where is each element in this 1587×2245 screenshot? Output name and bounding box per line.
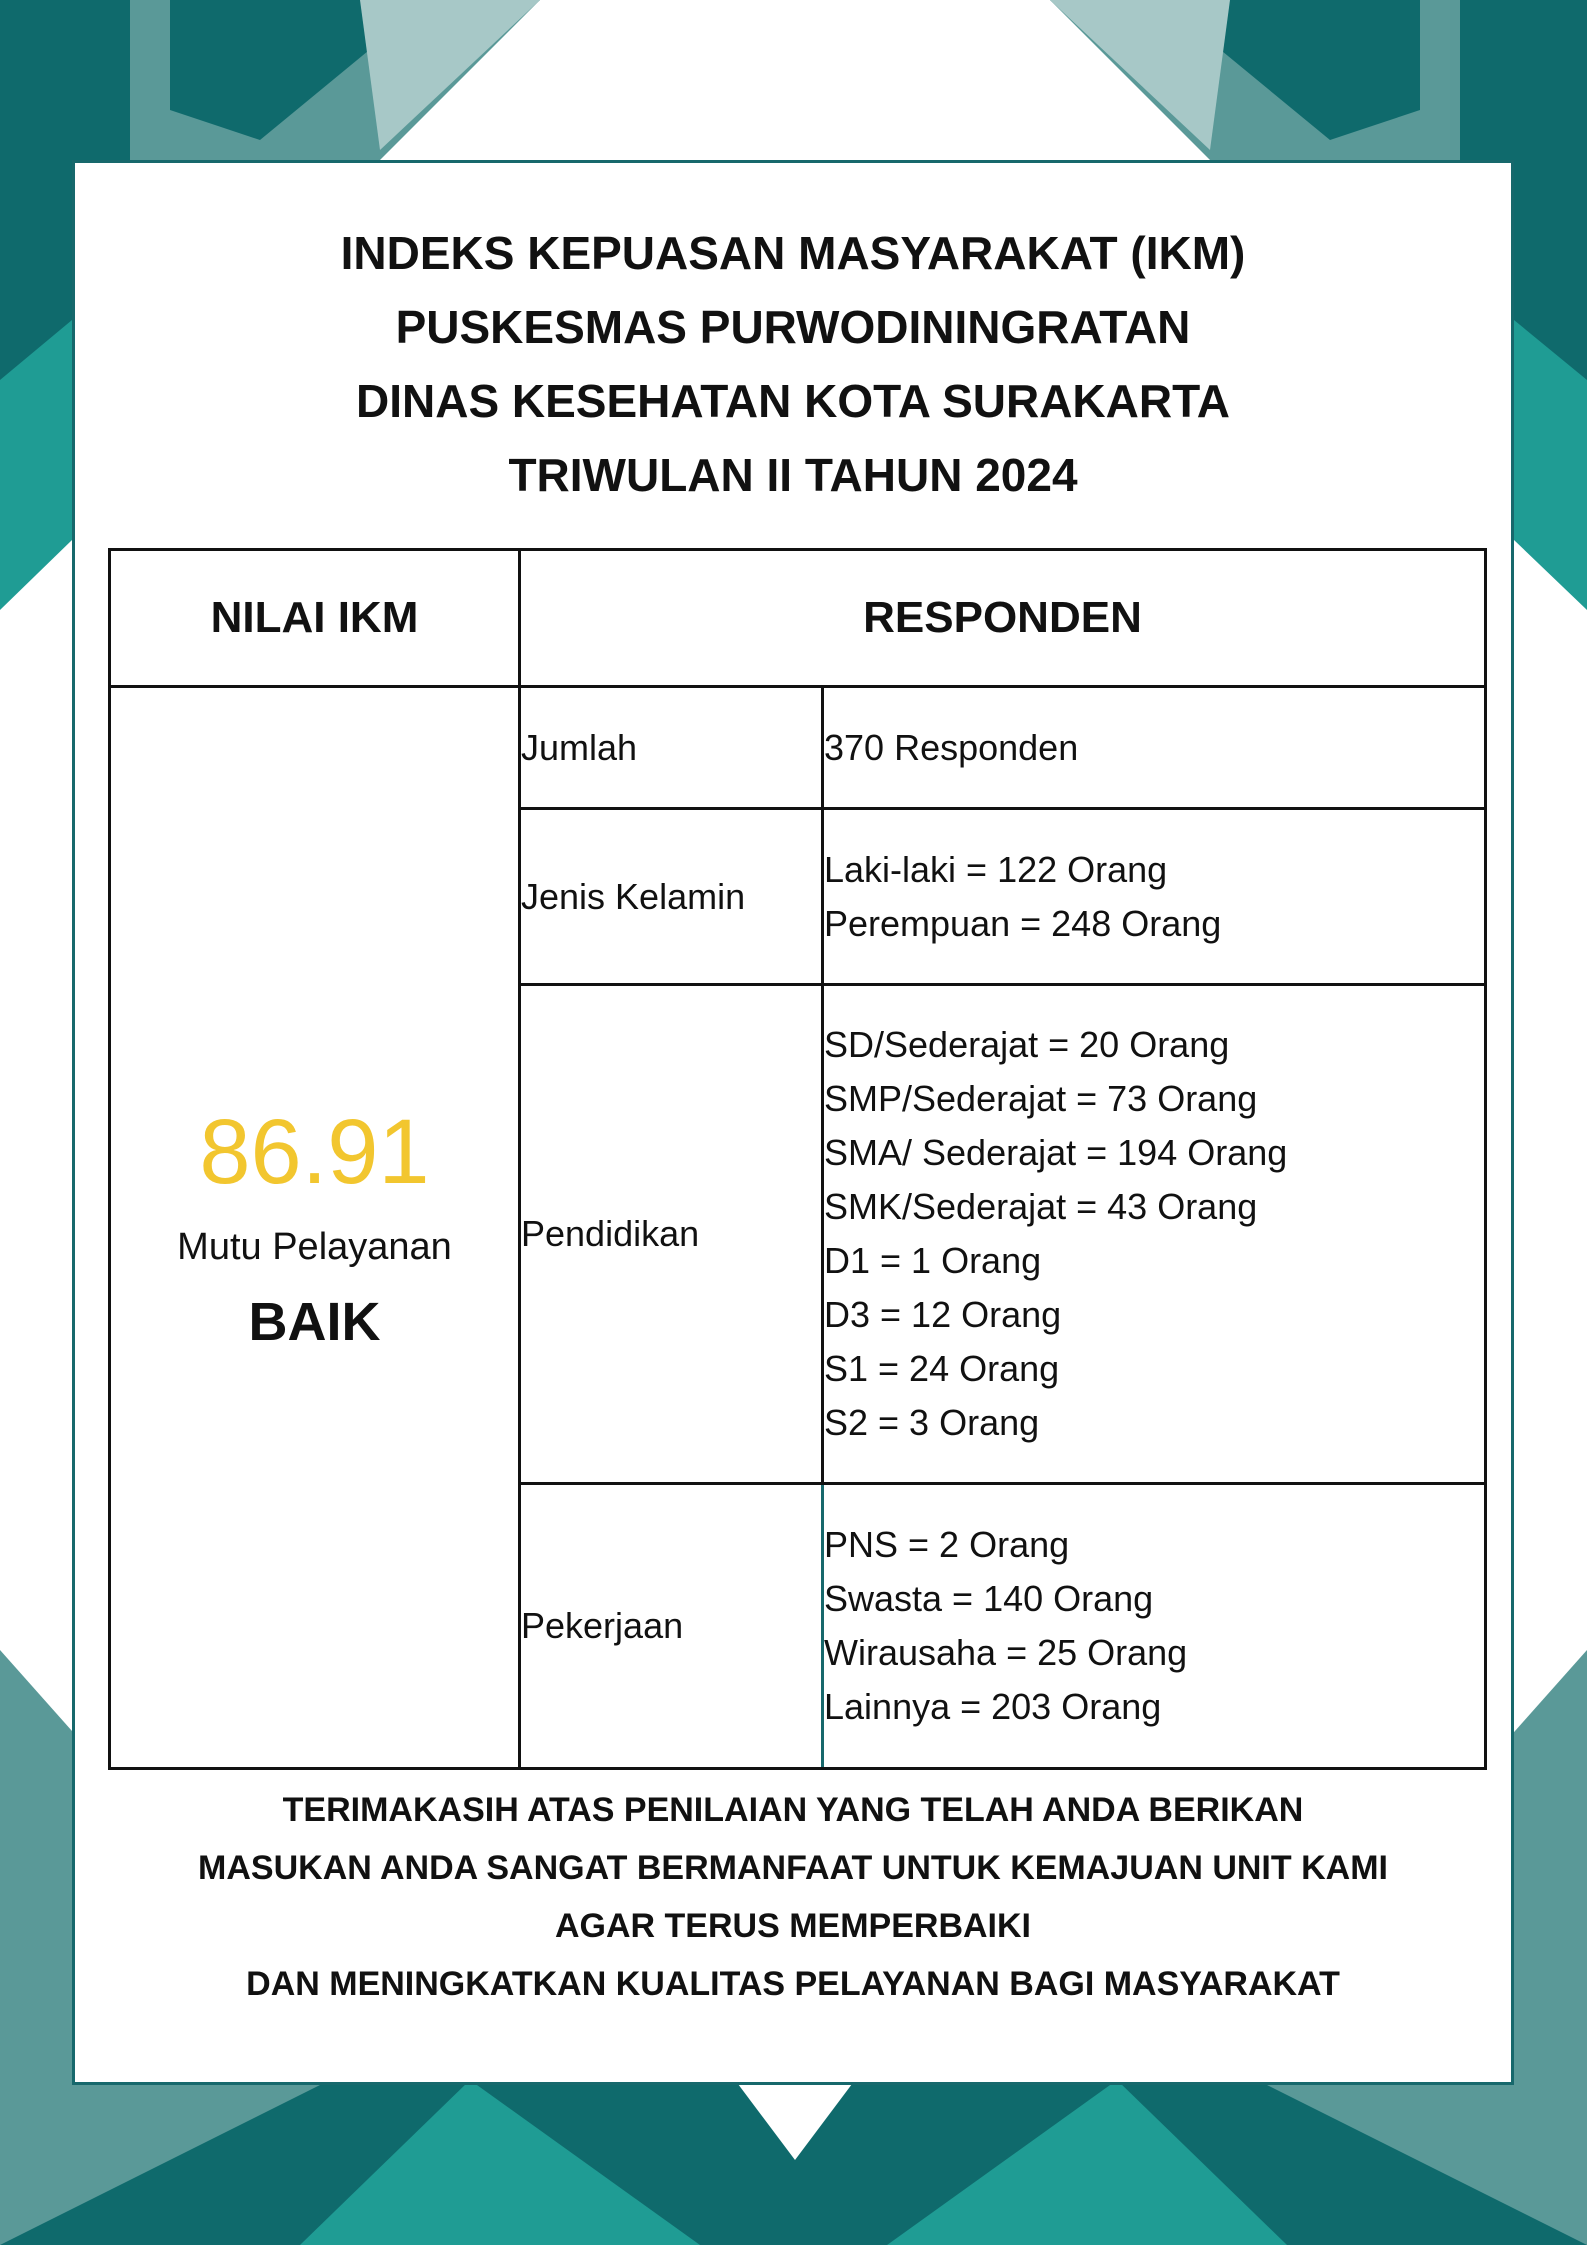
value-line: S2 = 3 Orang [824,1402,1040,1443]
row-values-pekerjaan [823,1484,1486,1769]
value-line: Perempuan = 248 Orang [824,902,1222,944]
row-values-pendidikan [823,985,1486,1484]
title-line-1: INDEKS KEPUASAN MASYARAKAT (IKM) [340,227,1246,279]
table-header-row [110,550,1486,687]
footer-line-2: MASUKAN ANDA SANGAT BERMANFAAT UNTUK KEMAJUAN UNIT KAMI [198,1849,1388,1887]
header-responden: RESPONDEN [520,550,1486,687]
value-line: SMP/Sederajat = 73 Orang [824,1078,1258,1119]
title-line-4: TRIWULAN II TAHUN 2024 [508,449,1078,501]
bg-shape [0,1650,80,2080]
ikm-value: 86.91 [199,1101,430,1204]
thank-you-message [75,1781,1511,2013]
value-line: SD/Sederajat = 20 Orang [824,1024,1230,1065]
bg-shape [1050,0,1230,150]
footer-line-3: AGAR TERUS MEMPERBAIKI [554,1907,1032,1945]
value-line: Wirausaha = 25 Orang [824,1632,1188,1673]
row-label-jenis-kelamin: Jenis Kelamin [520,809,823,985]
value-line: PNS = 2 Orang [824,1524,1070,1565]
ikm-score-cell [110,687,520,1769]
footer-line-1: TERIMAKASIH ATAS PENILAIAN YANG TELAH ANDA BERIKAN [282,1791,1304,1829]
value-line: S1 = 24 Orang [824,1348,1060,1389]
title-line-3: DINAS KESEHATAN KOTA SURAKARTA [356,375,1230,427]
row-label-jumlah: Jumlah [520,687,823,809]
row-label-pendidikan: Pendidikan [520,985,823,1484]
title-line-2: PUSKESMAS PURWODININGRATAN [395,301,1191,353]
content-card [72,160,1514,2085]
ikm-subtitle: Mutu Pelayanan [177,1225,452,1268]
value-line: SMA/ Sederajat = 194 Orang [824,1132,1288,1173]
bg-shape [360,0,540,150]
ikm-quality: BAIK [248,1291,381,1352]
value-line: Lainnya = 203 Orang [824,1686,1162,1727]
value-line: D3 = 12 Orang [824,1294,1062,1335]
table-row [110,687,1486,809]
value-line: Swasta = 140 Orang [824,1578,1154,1619]
value-line: 370 Responden [824,726,1079,768]
row-values-jumlah [823,687,1486,809]
row-label-pekerjaan: Pekerjaan [520,1484,823,1769]
footer-line-4: DAN MENINGKATKAN KUALITAS PELAYANAN BAGI MASYARAKAT [246,1965,1340,2003]
ikm-table [108,548,1487,1770]
value-line: D1 = 1 Orang [824,1240,1042,1281]
header-nilai-ikm: NILAI IKM [110,550,520,687]
bg-shape [1507,1650,1587,2080]
value-line: Laki-laki = 122 Orang [824,848,1168,890]
value-line: SMK/Sederajat = 43 Orang [824,1186,1258,1227]
row-values-jenis-kelamin [823,809,1486,985]
